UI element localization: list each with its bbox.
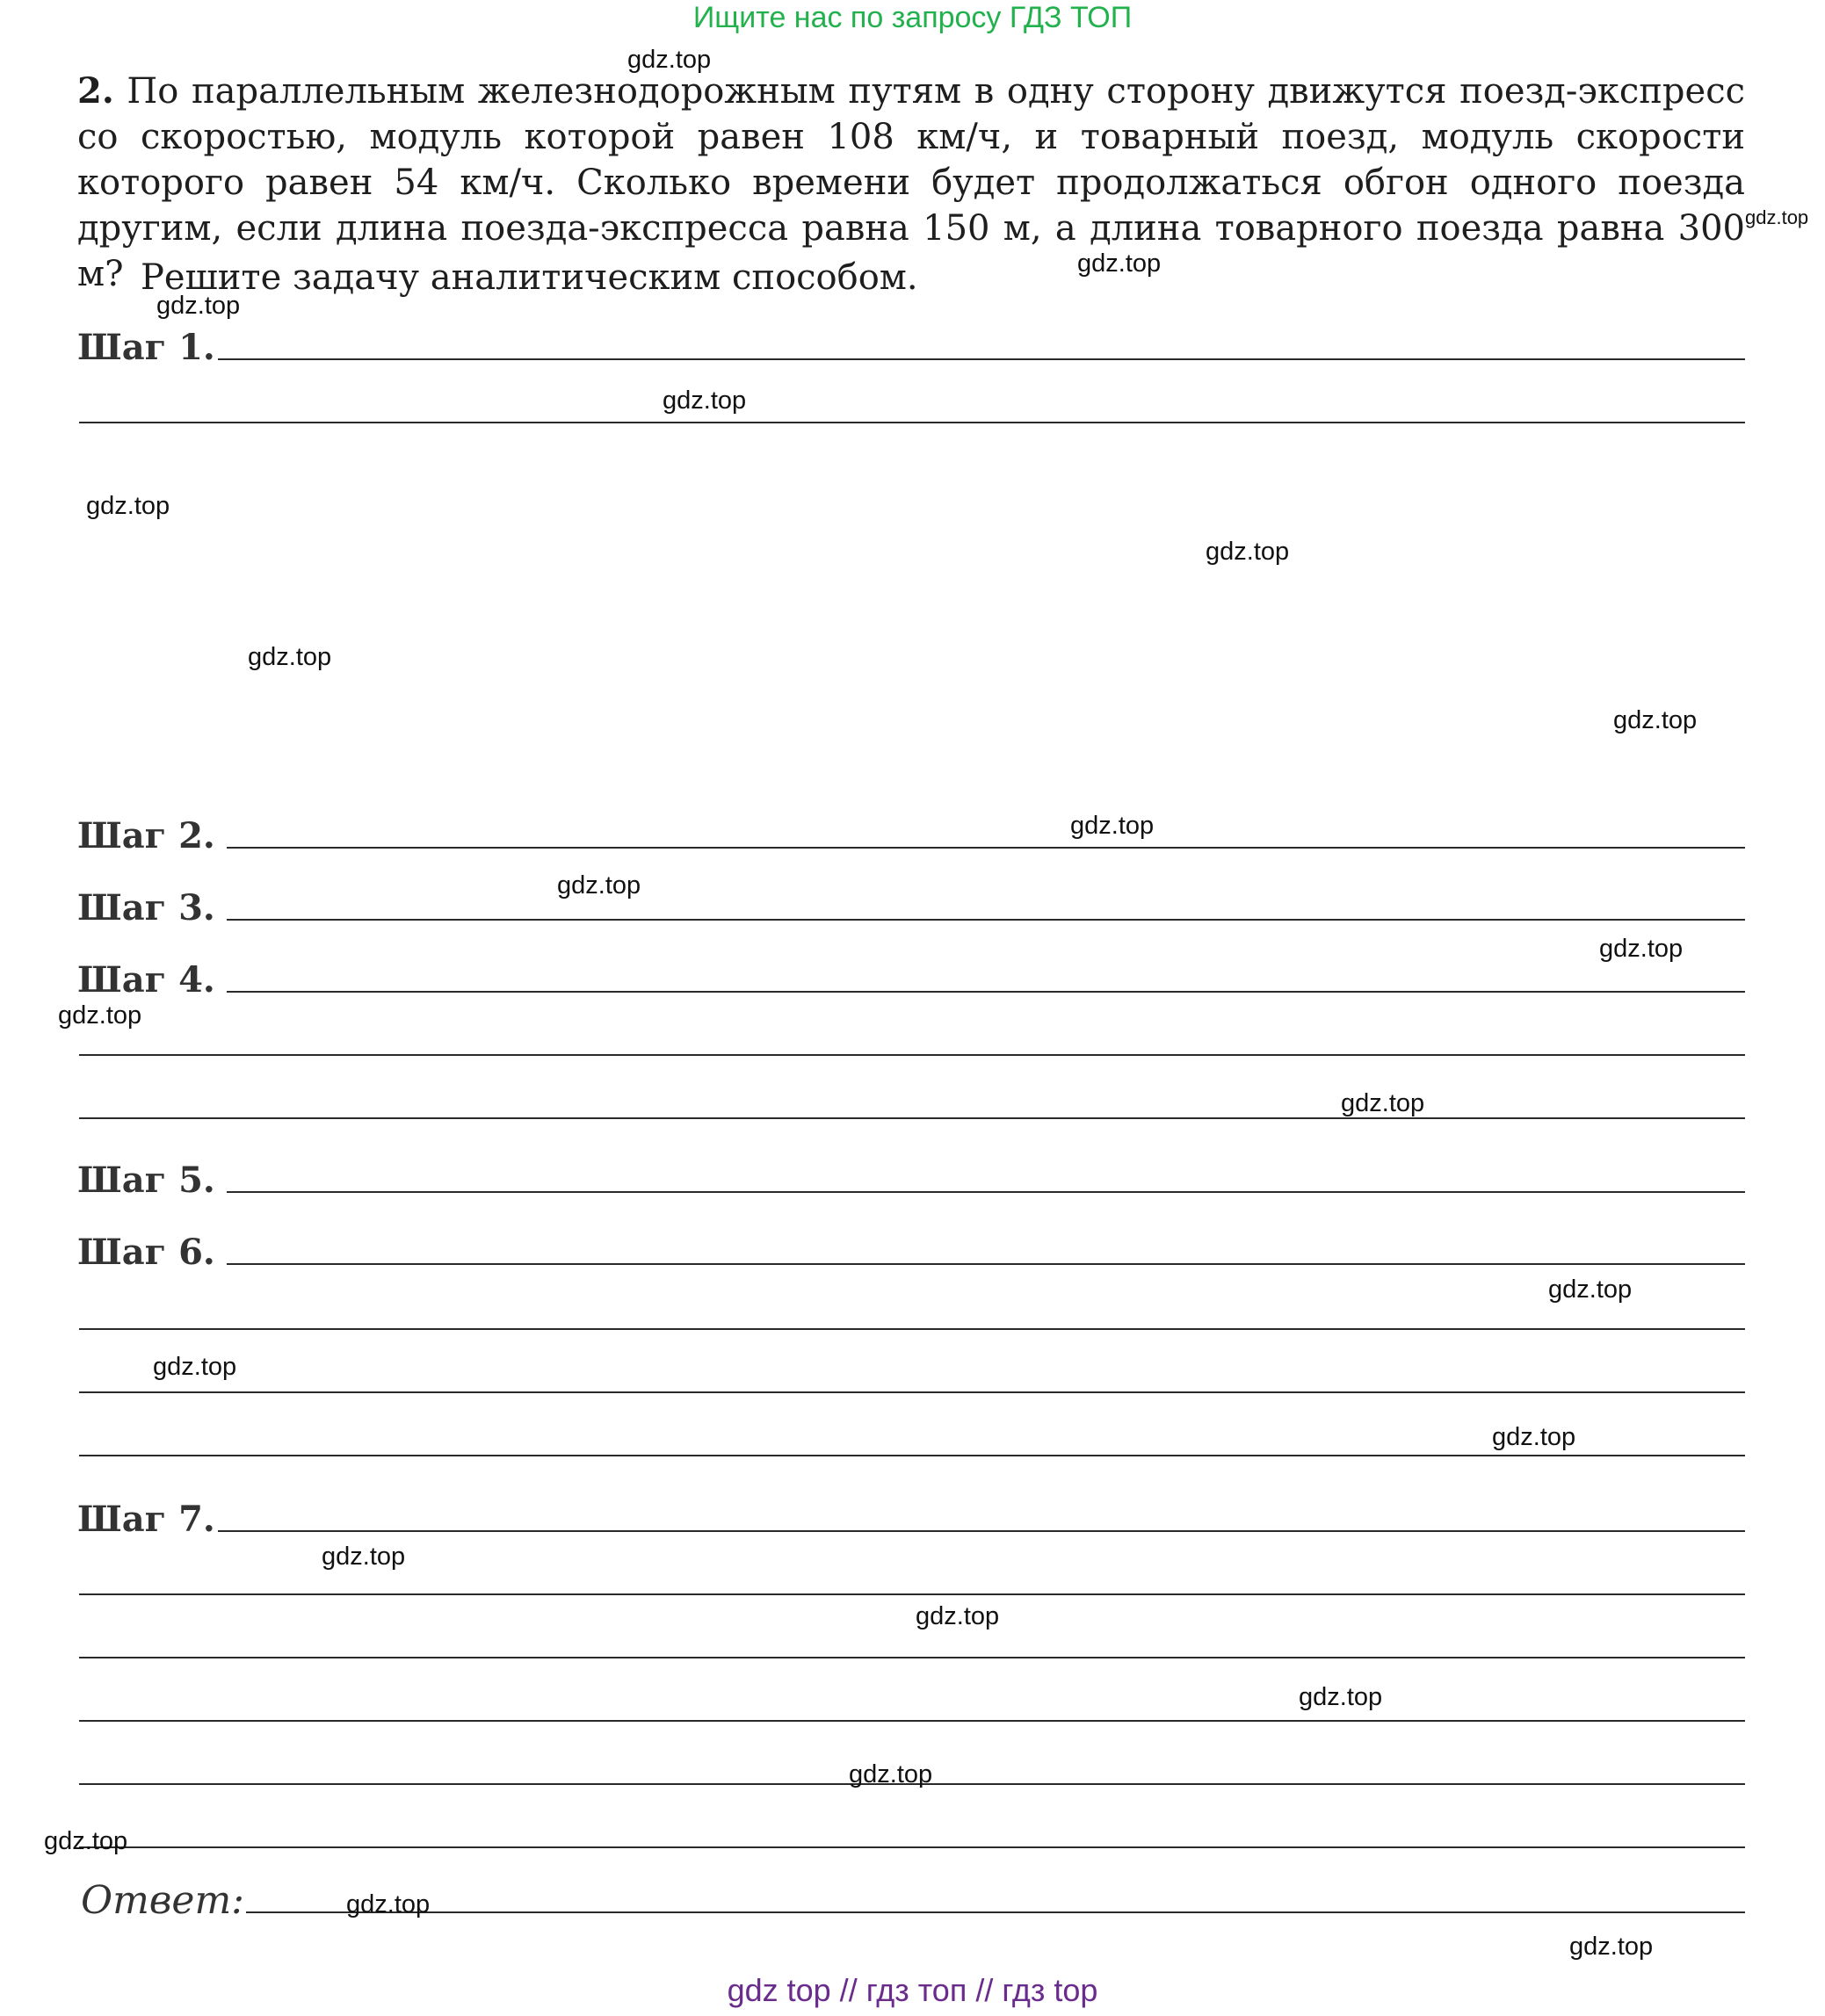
- watermark: gdz.top: [1548, 1275, 1633, 1304]
- step-4-label: Шаг 4.: [77, 959, 215, 1001]
- watermark: gdz.top: [916, 1602, 1000, 1630]
- footer-banner: gdz top // гдз топ // гдз top: [727, 1972, 1098, 2008]
- step-6-label: Шаг 6.: [77, 1232, 215, 1273]
- watermark: gdz.top: [1569, 1933, 1654, 1961]
- step-6-answer-line[interactable]: [227, 1263, 1745, 1265]
- step-4-answer-line-2[interactable]: [79, 1054, 1745, 1056]
- watermark: gdz.top: [1070, 812, 1155, 840]
- watermark: gdz.top: [1492, 1423, 1576, 1451]
- answer-label: Ответ:: [81, 1878, 244, 1923]
- watermark: gdz.top: [156, 292, 241, 320]
- step-4-answer-line[interactable]: [227, 991, 1745, 993]
- problem-number: 2.: [77, 70, 114, 112]
- step-1-label: Шаг 1.: [77, 327, 215, 368]
- step-1-answer-line-2[interactable]: [79, 422, 1745, 423]
- watermark: gdz.top: [86, 492, 170, 520]
- step-6-answer-line-3[interactable]: [79, 1391, 1745, 1393]
- watermark: gdz.top: [1077, 249, 1162, 278]
- watermark: gdz.top: [322, 1543, 406, 1571]
- problem-instruction: Решите задачу аналитическим способом.: [141, 257, 918, 298]
- step-6-answer-line-4[interactable]: [79, 1455, 1745, 1456]
- watermark: gdz.top: [627, 46, 712, 74]
- watermark: gdz.top: [663, 387, 747, 415]
- problem-text: По параллельным железнодорожным путям в одну сторону движутся поезд-экспресс со скоростью, модуль которой равен 108 км/ч, и товарный поезд, модуль скорости которого равен 54 км/ч. Сколько времени будет продолжаться обгон одного поезда другим, если длина поезда-экспресса равна 150 м, а длина товарного поезда равна 300 м?: [77, 71, 1745, 294]
- step-4-answer-line-3[interactable]: [79, 1117, 1745, 1119]
- answer-line[interactable]: [246, 1911, 1745, 1913]
- watermark: gdz.top: [849, 1760, 933, 1788]
- step-7-answer-line-4[interactable]: [79, 1720, 1745, 1722]
- watermark: gdz.top: [1206, 538, 1290, 566]
- watermark: gdz.top: [1341, 1089, 1425, 1117]
- step-5-answer-line[interactable]: [227, 1191, 1745, 1193]
- step-1-answer-line[interactable]: [218, 358, 1745, 360]
- step-7-answer-line-6[interactable]: [79, 1846, 1745, 1848]
- watermark: gdz.top: [1599, 935, 1684, 963]
- step-7-answer-line-2[interactable]: [79, 1593, 1745, 1595]
- search-banner: Ищите нас по запросу ГДЗ ТОП: [692, 1, 1133, 34]
- step-3-answer-line[interactable]: [227, 919, 1745, 921]
- step-5-label: Шаг 5.: [77, 1160, 215, 1201]
- step-7-label: Шаг 7.: [77, 1499, 215, 1540]
- watermark: gdz.top: [44, 1827, 128, 1855]
- step-7-answer-line-3[interactable]: [79, 1657, 1745, 1658]
- step-3-label: Шаг 3.: [77, 887, 215, 929]
- step-2-label: Шаг 2.: [77, 815, 215, 856]
- watermark: gdz.top: [1299, 1683, 1383, 1711]
- step-6-answer-line-2[interactable]: [79, 1328, 1745, 1330]
- watermark: gdz.top: [153, 1353, 237, 1381]
- step-2-answer-line[interactable]: [227, 847, 1745, 849]
- watermark: gdz.top: [1745, 206, 1809, 228]
- watermark: gdz.top: [346, 1890, 431, 1918]
- step-7-answer-line[interactable]: [218, 1530, 1745, 1532]
- watermark: gdz.top: [248, 643, 332, 671]
- watermark: gdz.top: [557, 871, 641, 900]
- watermark: gdz.top: [1613, 706, 1698, 734]
- watermark: gdz.top: [58, 1001, 142, 1030]
